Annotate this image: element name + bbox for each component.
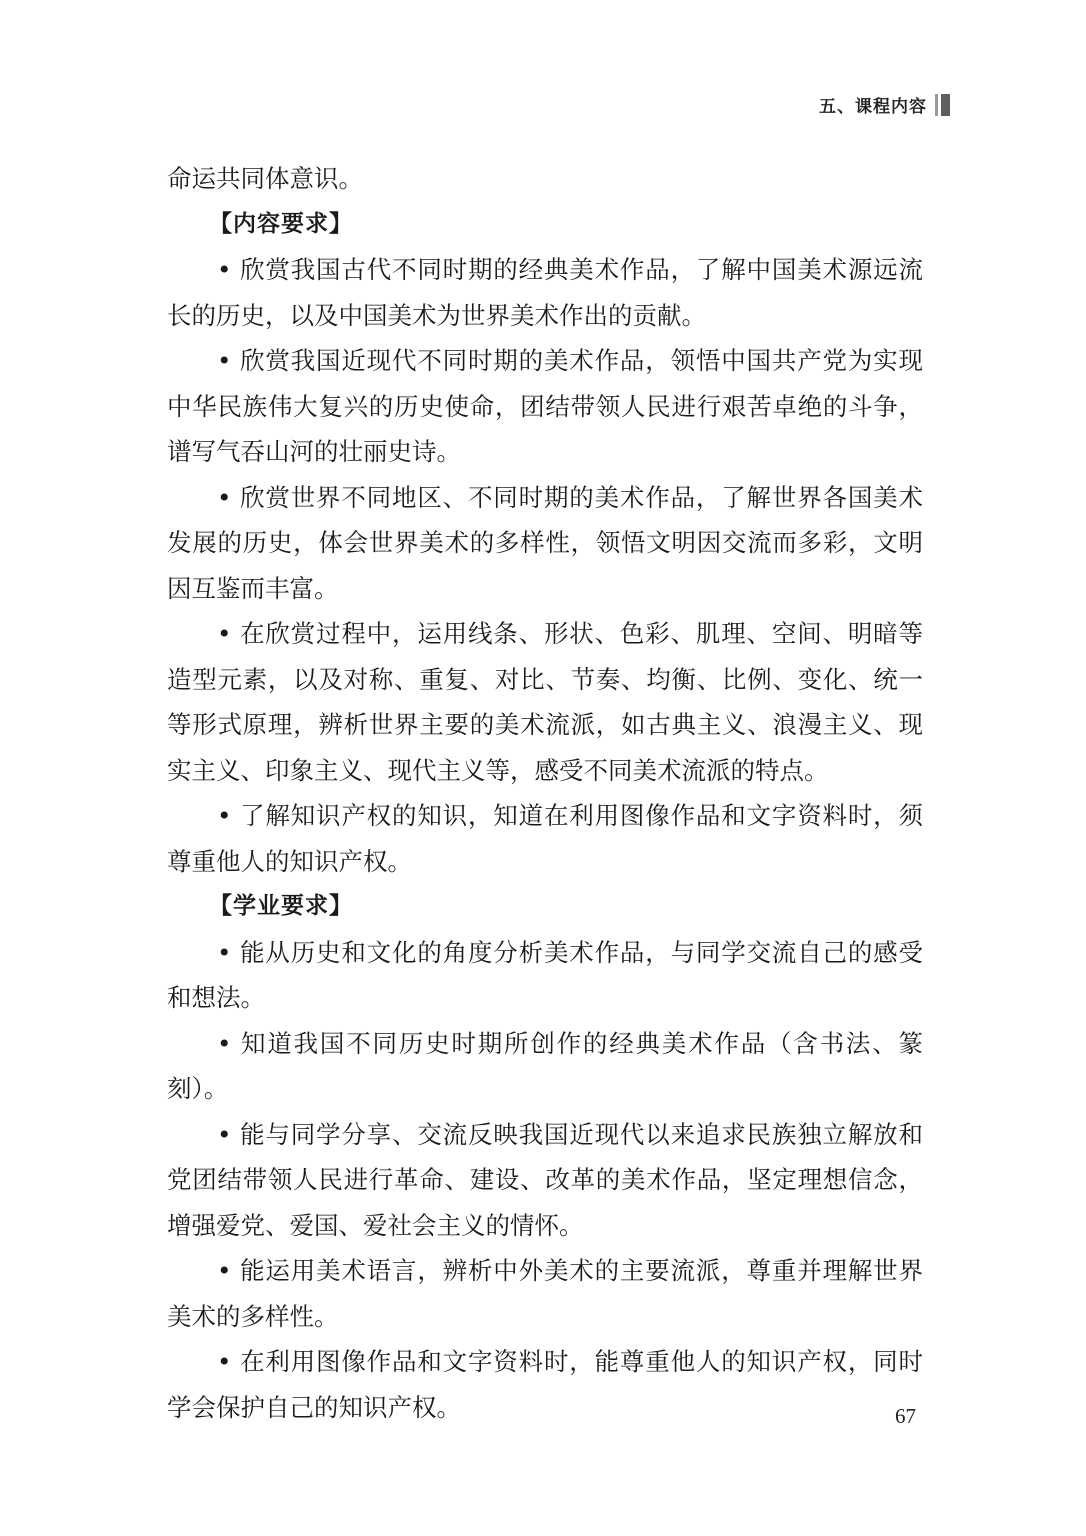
content-requirement-item: • 欣赏我国古代不同时期的经典美术作品，了解中国美术源远流长的历史，以及中国美术为世界美术作出的贡献。 <box>167 255 923 330</box>
header-bar-thin <box>935 94 938 116</box>
academic-requirement-item: • 能与同学分享、交流反映我国近现代以来追求民族独立解放和党团结带领人民进行革命、建设、改革的美术作品，坚定理想信念，增强爱党、爱国、爱社会主义的情怀。 <box>167 1119 923 1240</box>
running-header <box>819 92 950 117</box>
page-number: 67 <box>895 1404 916 1428</box>
header-bar-thick <box>941 94 950 116</box>
section-title: 五、课程内容 <box>819 97 927 117</box>
academic-requirements-heading: 【学业要求】 <box>209 893 353 919</box>
academic-requirement-item: • 能从历史和文化的角度分析美术作品，与同学交流自己的感受和想法。 <box>167 937 923 1012</box>
header-bars-decoration <box>935 94 950 116</box>
academic-requirement-item: • 知道我国不同历史时期所创作的经典美术作品（含书法、篆刻）。 <box>167 1028 923 1103</box>
content-requirement-item: • 了解知识产权的知识，知道在利用图像作品和文字资料时，须尊重他人的知识产权。 <box>167 801 923 876</box>
content-requirement-item: • 欣赏我国近现代不同时期的美术作品，领悟中国共产党为实现中华民族伟大复兴的历史使命，团结带领人民进行艰苦卓绝的斗争，谱写气吞山河的壮丽史诗。 <box>167 346 923 466</box>
academic-requirement-item: • 在利用图像作品和文字资料时，能尊重他人的知识产权，同时学会保护自己的知识产权。 <box>167 1347 923 1422</box>
content-requirement-item: • 在欣赏过程中，运用线条、形状、色彩、肌理、空间、明暗等造型元素，以及对称、重复、对比、节奏、均衡、比例、变化、统一等形式原理，辨析世界主要的美术流派，如古典主义、浪漫主义、现实主义、印象主义、现代主义等，感受不同美术流派的特点。 <box>167 619 923 785</box>
continuation-paragraph: 命运共同体意识。 <box>167 164 363 193</box>
content-requirements-heading: 【内容要求】 <box>209 210 353 237</box>
content-requirement-item: • 欣赏世界不同地区、不同时期的美术作品，了解世界各国美术发展的历史，体会世界美术的多样性，领悟文明因交流而多彩，文明因互鉴而丰富。 <box>167 482 923 603</box>
academic-requirement-item: • 能运用美术语言，辨析中外美术的主要流派，尊重并理解世界美术的多样性。 <box>167 1256 923 1331</box>
page-body <box>167 156 923 1430</box>
